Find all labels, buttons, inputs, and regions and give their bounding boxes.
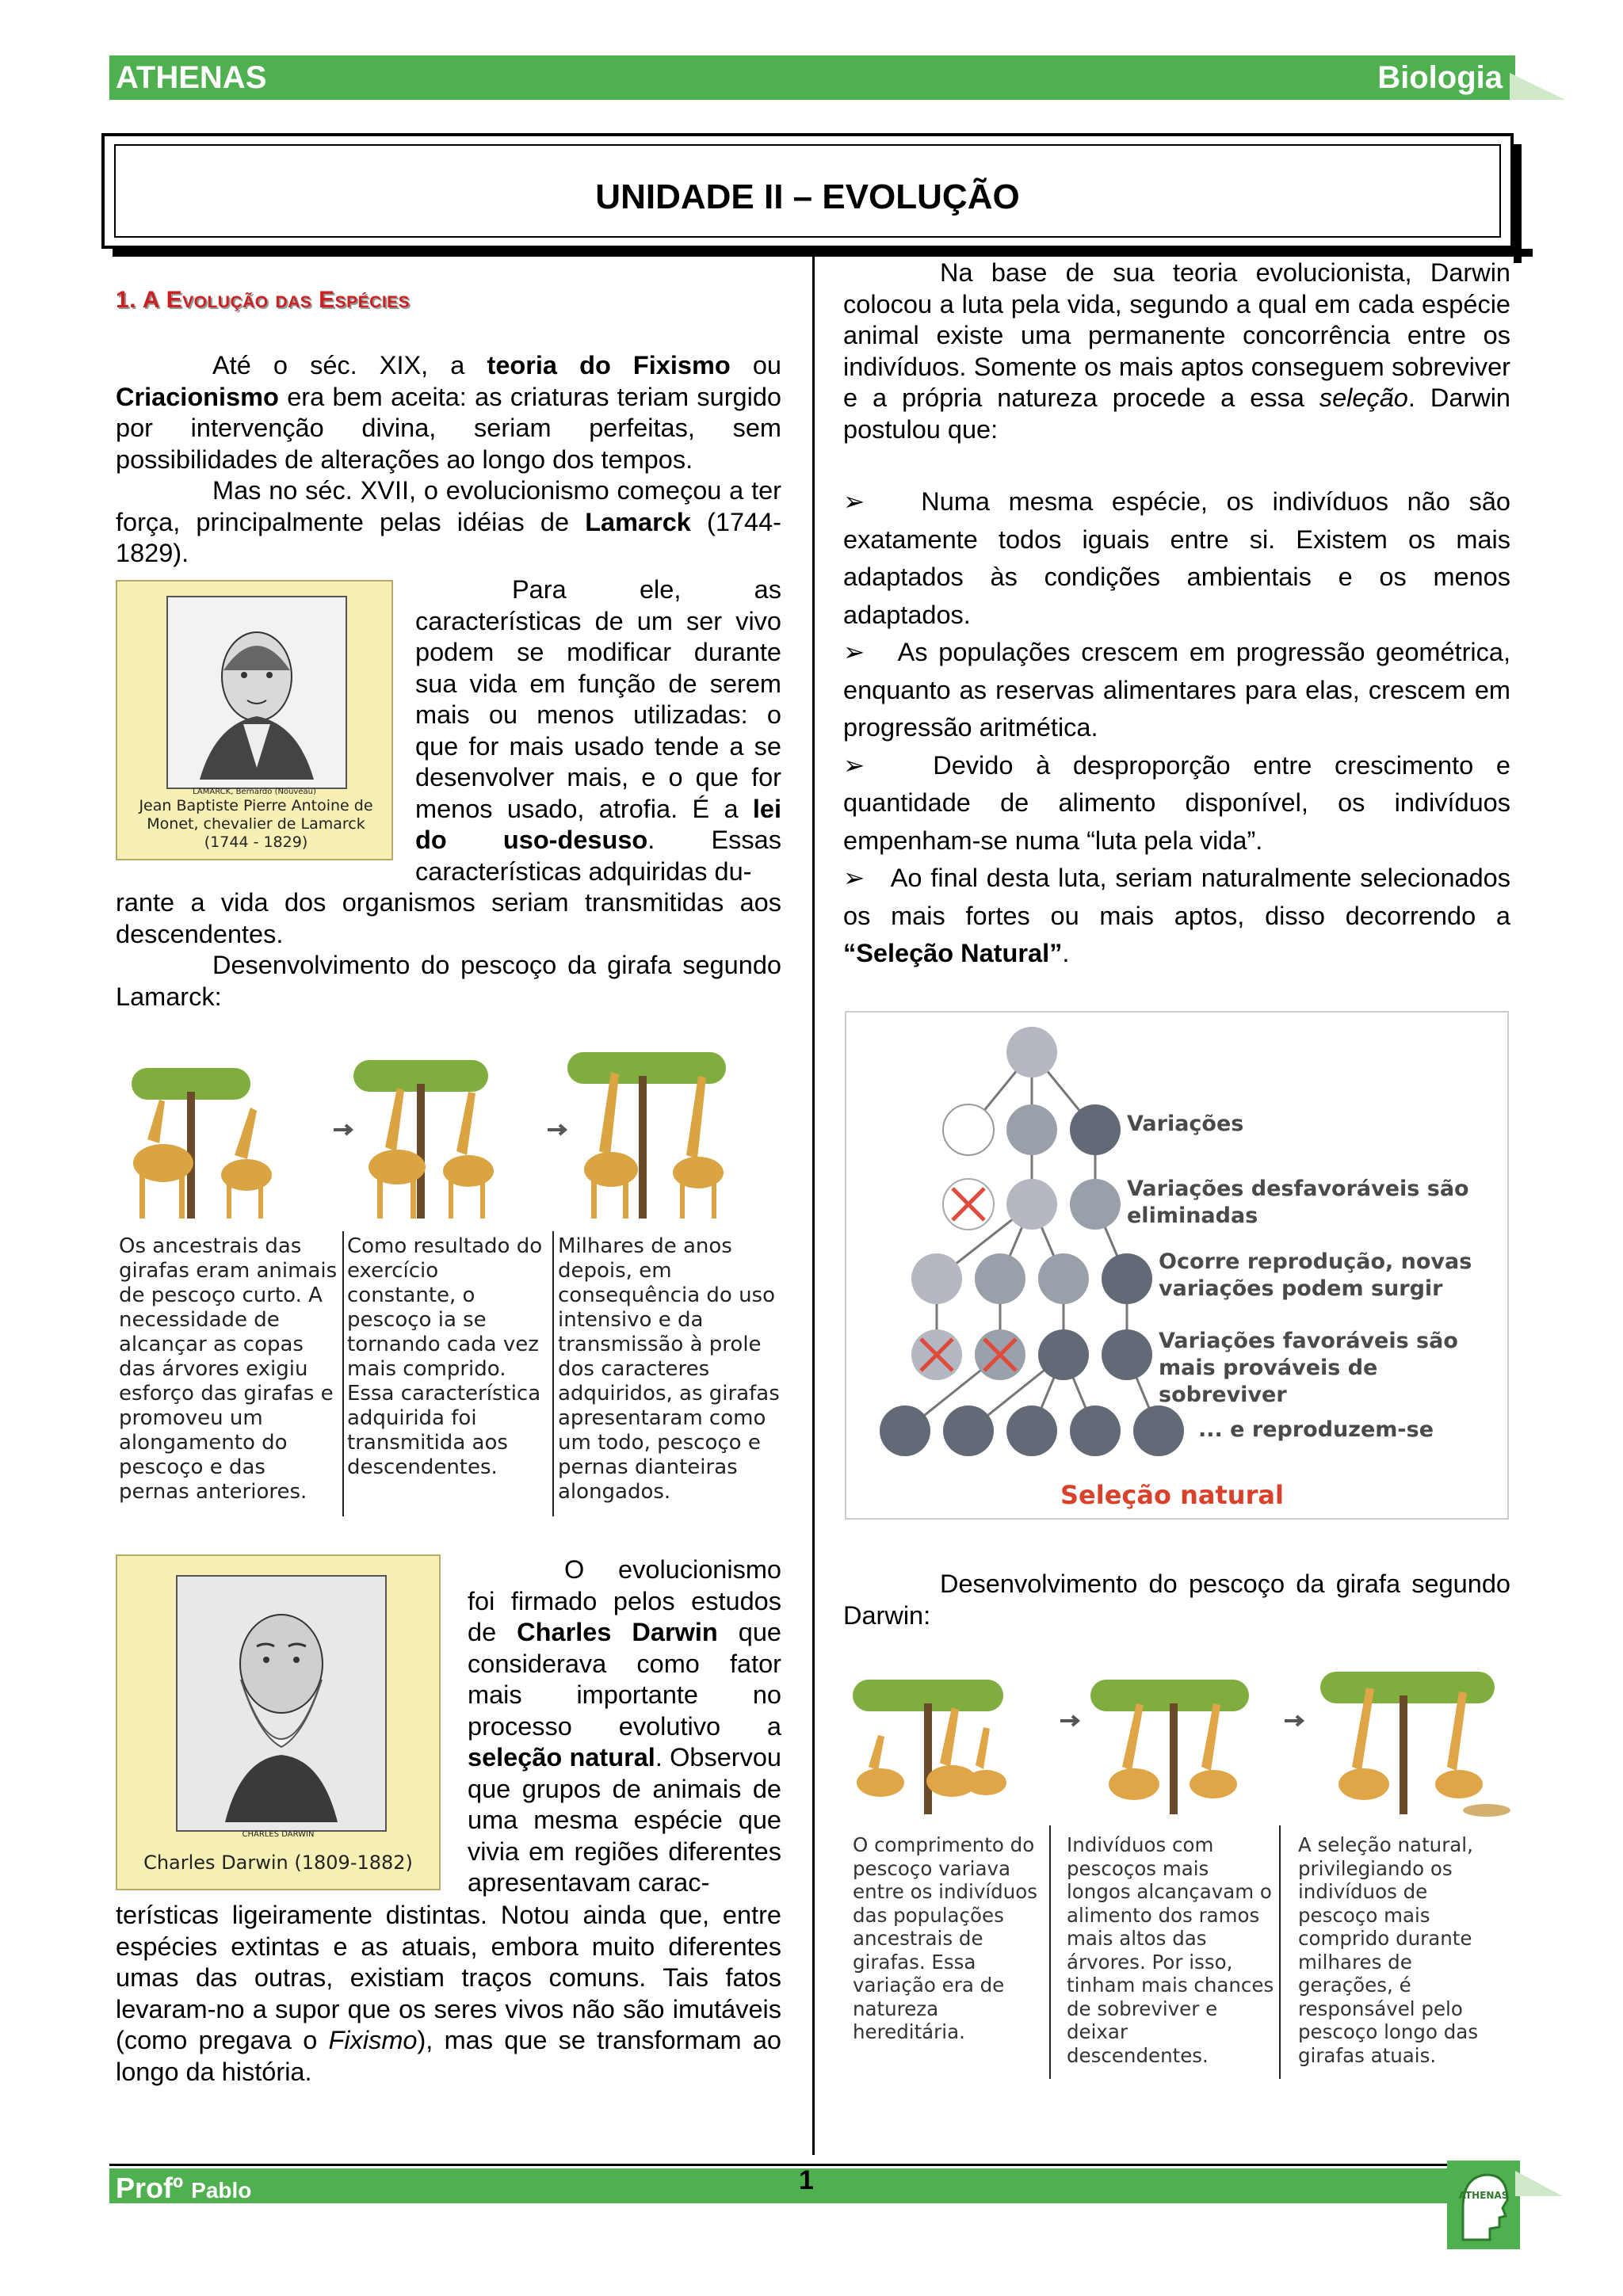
logo-text: ATHENAS (1458, 2190, 1509, 2201)
unfavorable-label: Variações desfavoráveis são eliminadas (1127, 1177, 1469, 1228)
darwin-giraffe-caption (843, 1569, 1510, 1631)
postulate-2: ➢ As populações crescem em progressão geométrica, enquanto as reservas alimentares para elas, crescem em progressão aritmética. (843, 638, 1510, 742)
athenas-logo-icon (1447, 2161, 1520, 2249)
variation-label: Variações (1127, 1112, 1244, 1136)
lamarck-panel-2: Como resultado do exercício constante, o pescoço ia se tornando cada vez mais comprido. Essa característica adquirida foi transmitida aos descendentes. (347, 1234, 543, 1479)
lamarck-giraffe-illustrations (116, 1044, 789, 1226)
lamarck-small-caption: LAMARCK, Bernardo (Nouveau) (193, 788, 316, 796)
title-shadow-right (1514, 144, 1522, 263)
lamarck-panel-1: Os ancestrais das girafas eram animais de pescoço curto. A necessidade de alcançar as copas das árvores exigiu esforço das girafas e promoveu um alongamento do pescoço e das pernas anteriores. (119, 1234, 338, 1504)
lamarck-giraffe-figure (116, 1044, 789, 1520)
header-wedge (1510, 73, 1565, 100)
darwin-portrait (116, 1554, 441, 1890)
athenas-logo (1447, 2161, 1520, 2249)
reproduce-label: ... e reproduzem-se (1198, 1417, 1434, 1442)
postulate-1: ➢ Numa mesma espécie, os indivíduos não são exatamente todos iguais entre si. Existem os mais adaptados às condições ambientais e os menos adaptados. (843, 487, 1510, 629)
darwin-scene-3 (1320, 1672, 1510, 1817)
darwin-intro-paragraph: O evolucionismo foi firmado pelos estudos de Charles Darwin que considerava como fator mais importante no processo evolutivo a seleção natural. Observou que grupos de animais de uma mesma espécie que vivia em regiões diferentes apresentavam carac- (468, 1555, 782, 1897)
lamarck-text-wrap (415, 574, 781, 887)
darwin-panel-divider-1 (1049, 1825, 1051, 2079)
lamarck-theory-end: rante a vida dos organismos seriam transmitidas aos descendentes. (116, 888, 781, 948)
reproduction-label: Ocorre reprodução, novas variações podem surgir (1159, 1249, 1472, 1301)
lamarck-panel-divider-1 (342, 1231, 344, 1516)
arrow-bullet-icon: ➢ (843, 638, 898, 666)
giraffe-scene-1 (132, 1068, 272, 1219)
unit-title-box (101, 133, 1514, 249)
arrow-2 (548, 1125, 565, 1135)
darwin-arrow-2 (1285, 1716, 1302, 1726)
favorable-label: Variações favoráveis são mais prováveis de sobreviver (1159, 1329, 1458, 1407)
unit-title: UNIDADE II – EVOLUÇÃO (595, 177, 1020, 216)
arrow-bullet-icon: ➢ (843, 750, 934, 780)
lamarck-panel-divider-2 (552, 1231, 554, 1516)
lamarck-theory-continued (116, 887, 781, 1013)
lamarck-caption: Jean Baptiste Pierre Antoine de Monet, chevalier de Lamarck (1744 - 1829) (139, 797, 373, 851)
footer-wedge (1515, 2171, 1563, 2196)
section-heading: 1. A Evolução das Espécies (116, 287, 411, 313)
darwin-arrow-1 (1060, 1716, 1078, 1726)
lamarck-theory-paragraph: Para ele, as características de um ser vivo podem se modificar durante sua vida em função de serem mais ou menos utilizadas: o que for mais usado tende a se desenvolver mais, e o que for menos usado, atrofia. É a lei do uso-desuso. Essas características adquiridas du- (415, 575, 781, 886)
column-divider (812, 255, 815, 2155)
darwin-panel-divider-2 (1279, 1825, 1281, 2079)
right-paragraph-1 (843, 257, 1510, 445)
darwin-small-caption: CHARLES DARWIN (242, 1830, 315, 1839)
arrow-1 (334, 1125, 351, 1135)
darwin-caption: Charles Darwin (1809-1882) (143, 1852, 413, 1874)
page-number: 1 (799, 2165, 814, 2195)
natural-selection-diagram (845, 1011, 1509, 1520)
darwin-giraffe-illustrations (845, 1664, 1518, 1822)
lamarck-panel-3: Milhares de anos depois, em consequência do uso intensivo e da transmissão à prole dos caracteres adquiridos, as girafas apresentaram como um todo, pescoço e pernas dianteiras alongados. (558, 1234, 780, 1504)
darwin-scene-2 (1090, 1680, 1249, 1814)
darwin-panel-1: O comprimento do pescoço variava entre os indivíduos das populações ancestrais de girafas. Essa variação era de natureza hereditária. (853, 1833, 1037, 2043)
darwin-engraving-image (178, 1577, 385, 1830)
footer-author: Profº Pablo (116, 2172, 252, 2204)
arrow-bullet-icon: ➢ (843, 864, 891, 892)
header-right: Biologia (1377, 60, 1503, 95)
lamarck-portrait (116, 580, 393, 860)
darwin-panel-2: Indivíduos com pescoços mais longos alcançavam o alimento dos ramos mais altos das árvores. Por isso, tinham mais chances de sobreviver e deixar descendentes. (1067, 1833, 1274, 2067)
darwin-engraving (176, 1575, 387, 1832)
lamarck-intro-paragraph: Mas no séc. XVII, o evolucionismo começou a ter força, principalmente pelas idéias de Lamarck (1744-1829). (116, 476, 781, 567)
arrow-bullet-icon: ➢ (843, 487, 922, 516)
lamarck-giraffe-caption: Desenvolvimento do pescoço da girafa segundo Lamarck: (116, 951, 781, 1011)
darwin-giraffe-caption-text: Desenvolvimento do pescoço da girafa segundo Darwin: (843, 1569, 1510, 1630)
darwin-giraffe-figure (845, 1664, 1518, 2084)
darwin-text-continued (116, 1900, 781, 2088)
fixismo-paragraph: Até o séc. XIX, a teoria do Fixismo ou Criacionismo era bem aceita: as criaturas teriam surgido por intervenção divina, seriam perfeitas, sem possibilidades de alterações ao longo dos tempos. (116, 351, 781, 474)
title-shadow-bottom (113, 249, 1533, 257)
header-bar (109, 55, 1515, 100)
darwin-observation-paragraph: terísticas ligeiramente distintas. Notou ainda que, entre espécies extintas e as atuais, embora muito diferentes umas das outras, existiam traços comuns. Tais fatos levaram-no a supor que os seres vivos não são imutáveis (como pregava o Fixismo), mas que se transformam ao longo da história. (116, 1901, 781, 2086)
selection-title: Seleção natural (1060, 1480, 1284, 1510)
left-paragraph-1 (116, 350, 781, 570)
darwin-theory-paragraph: Na base de sua teoria evolucionista, Darwin colocou a luta pela vida, segundo a qual em cada espécie animal existe uma permanente concorrência entre os indivíduos. Somente os mais aptos conseguem sobreviver e a própria natureza procede a essa seleção. Darwin postulou que: (843, 258, 1511, 444)
darwin-scene-1 (853, 1680, 1006, 1814)
giraffe-scene-2 (353, 1060, 494, 1219)
giraffe-scene-3 (567, 1052, 726, 1219)
postulate-4: ➢ Ao final desta luta, seriam naturalmente selecionados os mais fortes ou mais aptos, disso decorrendo a “Seleção Natural”. (843, 864, 1510, 967)
darwin-text-wrap (468, 1554, 781, 1899)
postulate-3: ➢ Devido à desproporção entre crescimento e quantidade de alimento disponível, os indivíduos empenham-se numa “luta pela vida”. (843, 750, 1510, 855)
lamarck-engraving-image (168, 597, 346, 788)
darwin-panel-3: A seleção natural, privilegiando os indivíduos de pescoço mais comprido durante milhares de gerações, é responsável pelo pescoço longo das girafas atuais. (1298, 1833, 1479, 2067)
header-left: ATHENAS (116, 60, 267, 95)
darwin-postulates-list (843, 483, 1510, 973)
lamarck-engraving (166, 596, 347, 789)
